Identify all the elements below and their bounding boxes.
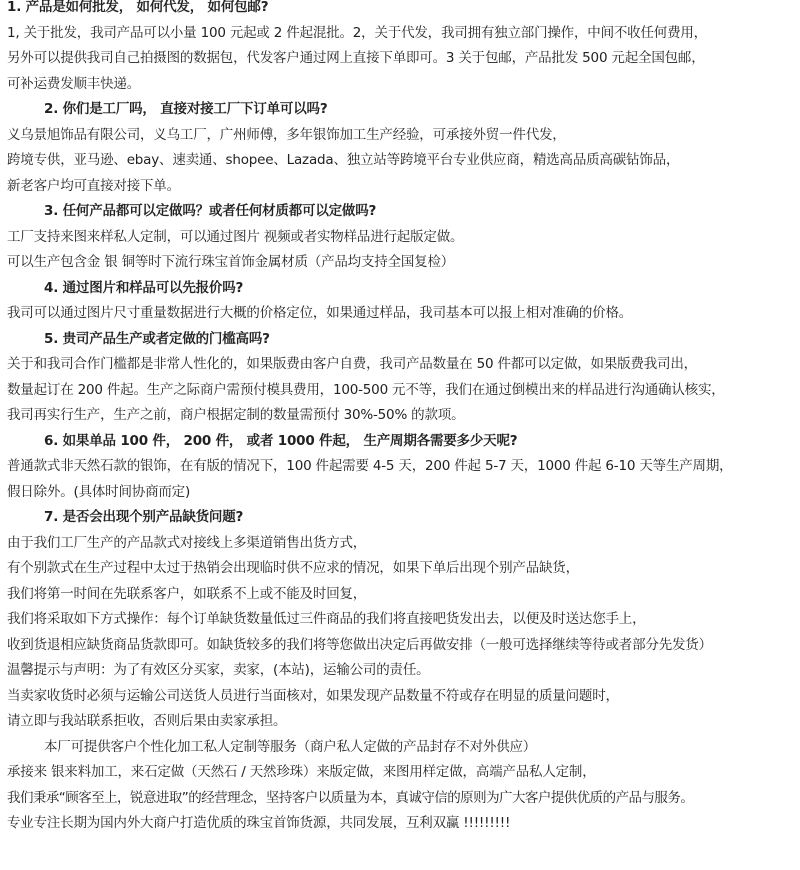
text-line: 普通款式非天然石款的银饰，在有版的情况下，100 件起需要 4-5 天，200 件起 5-7 天，1000 件起 6-10 天等生产周期， [7, 458, 733, 474]
text-line: 温馨提示与声明：为了有效区分买家，卖家，(本站)，运输公司的责任。 [7, 662, 430, 678]
text-line: 义乌景旭饰品有限公司，义乌工厂，广州师傅，多年银饰加工生产经验，可承接外贸一件代发， [7, 126, 566, 143]
section-heading: 6. 如果单品 100 件， 200 件， 或者 1000 件起， 生产周期各需要多少天呢? [44, 432, 518, 449]
section-heading: 7. 是否会出现个别产品缺货问题? [44, 509, 244, 525]
text-line: 我司可以通过图片尺寸重量数据进行大概的价格定位，如果通过样品，我司基本可以报上相对准确的价格。 [7, 305, 633, 321]
text-line: 我们将第一时间在先联系客户，如联系不上或不能及时回复， [7, 585, 367, 602]
text-line: 新老客户均可直接对接下单。 [7, 177, 180, 194]
text-line: 数量起订在 200 件起。生产之际商户需预付模具费用，100-500 元不等，我们在通过倒模出来的样品进行沟通确认核实， [7, 381, 725, 398]
text-line: 我司再实行生产，生产之前，商户根据定制的数量需预付 30%-50% 的款项。 [7, 407, 465, 423]
text-line: 1, 关于批发，我司产品可以小量 100 元起或 2 件起混批。2，关于代发，我司拥有独立部门操作，中间不收任何费用， [7, 24, 707, 41]
text-line: 工厂支持来图来样私人定制，可以通过图片 视频或者实物样品进行起版定做。 [7, 228, 464, 245]
text-line: 专业专注长期为国内外大商户打造优质的珠宝首饰货源，共同发展，互利双赢 !!!!!!!!! [7, 815, 511, 831]
section-heading: 3. 任何产品都可以定做吗？或者任何材质都可以定做吗? [44, 203, 377, 219]
text-line: 假日除外。(具体时间协商而定) [7, 483, 191, 500]
text-line: 有个别款式在生产过程中太过于热销会出现临时供不应求的情况，如果下单后出现个别产品缺货， [7, 560, 579, 576]
text-line: 收到货退相应缺货商品货款即可。如缺货较多的我们将等您做出决定后再做安排（一般可选择继续等待或者部分先发货） [7, 636, 712, 653]
section-heading: 2. 你们是工厂吗， 直接对接工厂下订单可以吗? [44, 101, 328, 117]
text-line: 我们秉承“顾客至上，锐意进取”的经营理念，坚持客户以质量为本，真诚守信的原则为广大客户提供优质的产品与服务。 [7, 789, 694, 806]
text-line: 可以生产包含金 银 铜等时下流行珠宝首饰金属材质（产品均支持全国复检） [7, 254, 455, 270]
text-line: 可补运费发顺丰快递。 [7, 75, 140, 92]
section-heading: 5. 贵司产品生产或者定做的门槛高吗? [44, 330, 270, 347]
text-line: 由于我们工厂生产的产品款式对接线上多渠道销售出货方式， [7, 534, 367, 551]
text-line: 当卖家收货时必须与运输公司送货人员进行当面核对，如果发现产品数量不符或存在明显的质量问题时， [7, 687, 619, 704]
text-line: 请立即与我站联系拒收，否则后果由卖家承担。 [7, 713, 287, 729]
text-line: 另外可以提供我司自己拍摄图的数据包，代发客户通过网上直接下单即可。3 关于包邮，产品批发 500 元起全国包邮， [7, 50, 705, 66]
section-heading: 4. 通过图片和样品可以先报价吗? [44, 279, 244, 296]
text-line: 本厂可提供客户个性化加工私人定制等服务（商户私人定做的产品封存不对外供应） [44, 738, 537, 755]
text-line: 关于和我司合作门槛都是非常人性化的，如果版费由客户自费，我司产品数量在 50 件都可以定做，如果版费我司出， [7, 356, 697, 372]
text-line: 承接来 银来料加工，来石定做（天然石 / 天然珍珠）来版定做，来图用样定做，高端产品私人定制， [7, 764, 596, 780]
text-line: 跨境专供，亚马逊、ebay、速卖通、shopee、Lazada、独立站等跨境平台专业供应商，精选高品质高碳钻饰品， [7, 152, 680, 168]
text-line: 我们将采取如下方式操作：每个订单缺货数量低过三件商品的我们将直接吧货发出去，以便及时送达您手上， [7, 611, 646, 627]
section-heading: 1. 产品是如何批发， 如何代发， 如何包邮? [7, 0, 269, 15]
